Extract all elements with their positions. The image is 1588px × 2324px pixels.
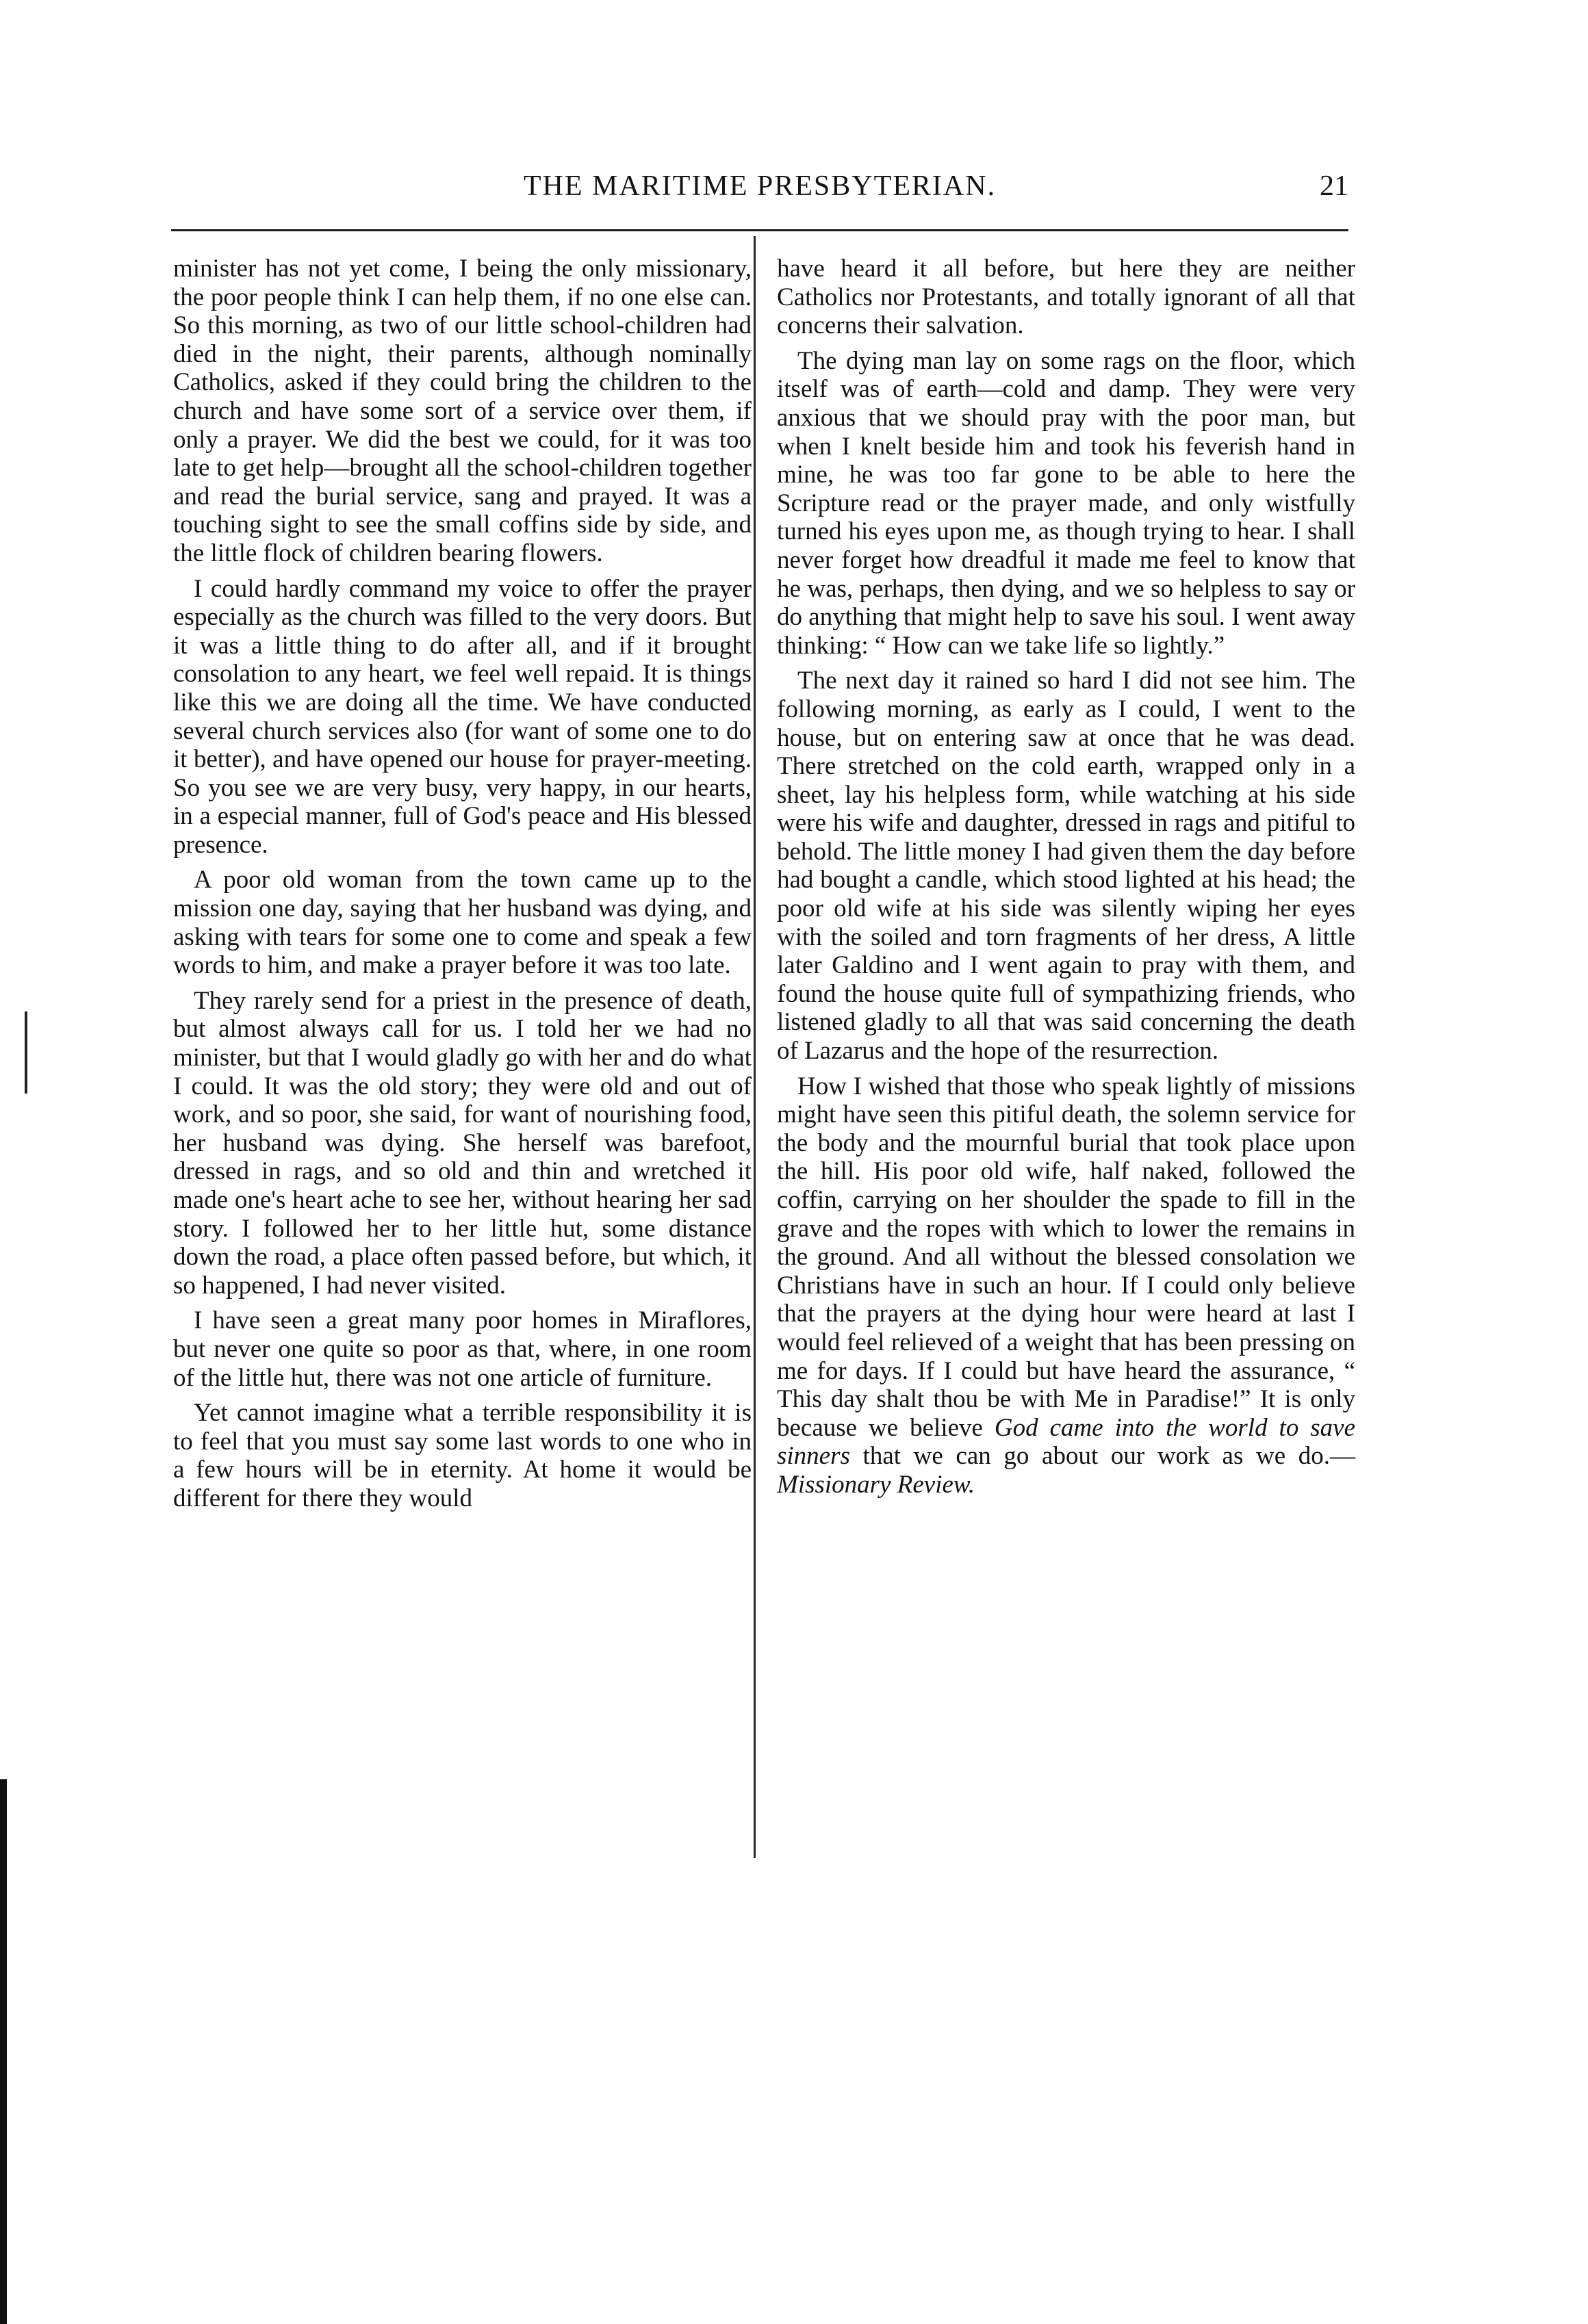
journal-title: THE MARITIME PRESBYTERIAN. [523,170,997,202]
left-paragraph-2: I could hardly command my voice to offer the prayer especially as the church was filled to the very doors. But it was a little thing to do after all, and if it brought consolation to any heart, we feel well repaid. It is things like this we are doing all the time. We have conducted several church services also (for want of some one to do it better), and have opened our house for prayer-meeting. So you see we are very busy, very happy, in our hearts, in a especial manner, full of God's peace and His blessed presence. [173,574,752,859]
left-paragraph-1: minister has not yet come, I being the only missionary, the poor people think I can help them, if no one else can. So this morning, as two of our little school-children had died in the night, their parents, although nominally Catholics, asked if they could bring the children to the church and have some sort of a service over them, if only a prayer. We did the best we could, for it was too late to get help—brought all the school-children together and read the burial service, sang and prayed. It was a touching sight to see the small coffins side by side, and the little flock of children bearing flowers. [173,255,752,567]
right-paragraph-3: The next day it rained so hard I did not see him. The following morning, as early as I could, I went to the house, but on entering saw at once that he was dead. There stretched on the cold earth, wrapped only in a sheet, lay his helpless form, while watching at his side were his wife and daughter, dressed in rags and pitiful to behold. The little money I had given them the day before had bought a candle, which stood lighted at his head; the poor old wife at his side was silently wiping her eyes with the soiled and torn fragments of her dress, A little later Galdino and I went again to pray with them, and found the house quite full of sympathizing friends, who listened gladly to all that was said concerning the death of Lazarus and the hope of the resurrection. [777,667,1355,1066]
right-paragraph-4 [777,1072,1355,1499]
left-paragraph-4: They rarely send for a priest in the presence of death, but almost always call for us. I told her we had no minister, but that I would gladly go with her and do what I could. It was the old story; they were old and out of work, and so poor, she said, for want of nourishing food, her husband was dying. She herself was barefoot, dressed in rags, and so old and thin and wretched it made one's heart ache to see her, without hearing her sad story. I followed her to her little hut, some distance down the road, a place often passed before, but which, it so happened, I had never visited. [173,986,752,1300]
header-rule [171,229,1348,231]
right-paragraph-1: have heard it all before, but here they are neither Catholics nor Protestants, and totally ignorant of all that concerns their salvation. [777,255,1355,340]
right-paragraph-2: The dying man lay on some rags on the floor, which itself was of earth—cold and damp. They were very anxious that we should pray with the poor man, but when I knelt beside him and took his feverish hand in mine, he was too far gone to be able to here the Scripture read or the prayer made, and only wistfully turned his eyes upon me, as though trying to hear. I shall never forget how dreadful it made me feel to know that he was, perhaps, then dying, and we so helpless to say or do anything that might help to save his soul. I went away thinking: “ How can we take life so lightly.” [777,346,1355,660]
right-paragraph-4-italic: God came into the world to save sinners [777,1413,1356,1471]
left-paragraph-5: I have seen a great many poor homes in Miraflores, but never one quite so poor as that, where, in one room of the little hut, there was not one article of furniture. [173,1306,752,1392]
page-edge-shadow [0,1779,7,2324]
right-paragraph-4-end: that we can go about our work as we do.— [849,1442,1355,1471]
left-paragraph-3: A poor old woman from the town came up to the mission one day, saying that her husband was dying, and asking with tears for some one to come and speak a few words to him, and make a prayer before it was too late. [173,866,752,980]
right-column [777,255,1355,1506]
margin-mark [25,1011,27,1094]
column-divider [754,236,756,1858]
page-number: 21 [1320,170,1348,202]
left-paragraph-6: Yet cannot imagine what a terrible responsibility it is to feel that you must say some last words to one who in a few hours will be in eternity. At home it would be different for there they would [173,1399,752,1512]
left-column [173,255,752,1520]
page-header [171,170,1348,211]
right-paragraph-4-text: How I wished that those who speak lightly of missions might have seen this pitiful death, the solemn service for the body and the mournful burial that took place upon the hill. His poor old wife, half naked, followed the coffin, carrying on her shoulder the spade to fill in the grave and the ropes with which to lower the remains in the ground. And all without the blessed consolation we Christians have in such an hour. If I could only believe that the prayers at the dying hour were heard at last I would feel relieved of a weight that has been pressing on me for days. If I could but have heard the assurance, “ This day shalt thou be with Me in Paradise!” It is only because we believe [777,1072,1355,1442]
source-citation: Missionary Review. [777,1470,975,1499]
